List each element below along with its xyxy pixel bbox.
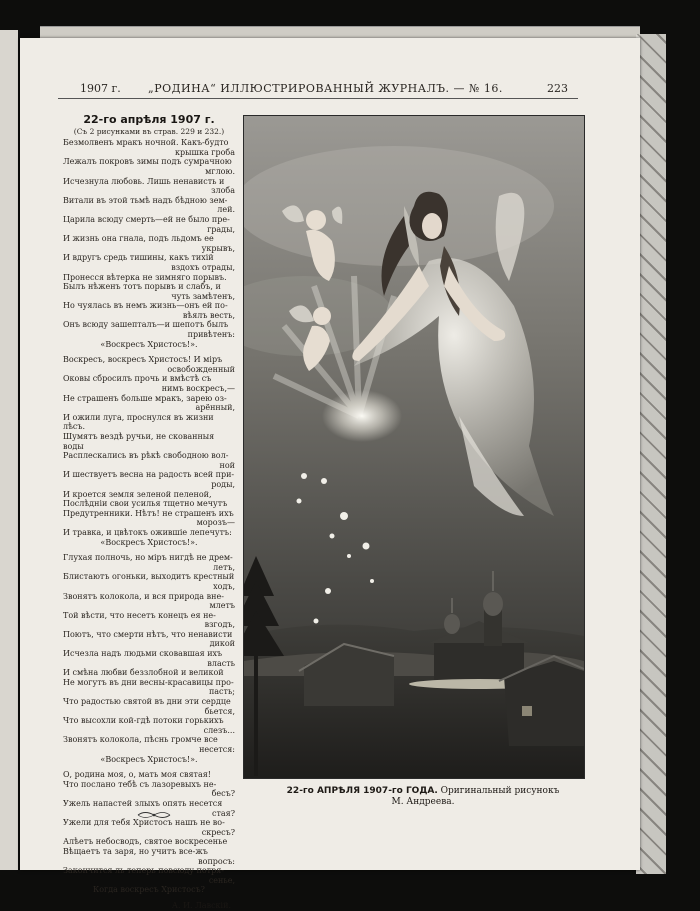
poem-line: Исчезнула любовь. Лишь ненависть и <box>63 176 225 186</box>
poem-line: вздохъ отрады, <box>171 262 235 272</box>
poem-line: Оковы сбросилъ прочь и вмѣстѣ съ <box>63 374 212 384</box>
poem-line: Глухая полночь, но міръ нигдѣ не дрем- <box>63 553 233 563</box>
poem-line: Воскресъ, воскресъ Христосъ! И міръ <box>63 355 223 365</box>
poem-line: привѣтенъ: <box>187 330 235 340</box>
poem-line: вопросъ: <box>198 856 235 866</box>
poem-line: И жизнь она гнала, подъ льдомъ ее <box>63 234 214 244</box>
poem-line: нимъ воскресъ,— <box>161 384 235 394</box>
header-title: „РОДИНА“ ИЛЛЮСТРИРОВАННЫЙ ЖУРНАЛЪ. — № 16. <box>148 82 503 95</box>
poem-line: ходъ, <box>213 581 235 591</box>
adjacent-page-edge <box>0 30 18 870</box>
poem-line: дикой <box>209 639 235 649</box>
poem-line: Пронесся вѣтерка не зимняго порывъ. <box>63 272 227 282</box>
poem-line: И травка, и цвѣтокъ ожившіе лепечутъ: <box>63 527 232 537</box>
caption-date: 22-го АПРѢЛЯ 1907-го ГОДА. <box>286 786 438 796</box>
poem-stanza <box>63 355 235 547</box>
poem-stanza <box>63 553 235 764</box>
poem-line: морозъ— <box>196 518 235 528</box>
poem-line: лей. <box>217 205 235 215</box>
poem-line: слезъ... <box>203 725 235 735</box>
poem-line: Что радостью святой въ дни эти сердце <box>63 697 231 707</box>
poem-line: Когда воскресъ Христосъ? <box>93 885 205 895</box>
binding-edge <box>636 34 666 874</box>
poem-line: Той вѣсти, что несетъ конецъ ея не- <box>63 610 216 620</box>
poem-line: пасть; <box>208 687 235 697</box>
poem-line: грады, <box>207 224 235 234</box>
caption-text: Оригинальный рисунокъ <box>437 786 560 796</box>
poem-line: Ужели для тебя Христосъ нашъ не во- <box>63 818 225 828</box>
poem-line: Закончится ль теперь повсюду потря- <box>63 866 224 876</box>
poem-line: Былъ нѣженъ тотъ порывъ и слабъ, и <box>63 282 221 292</box>
poem-subtitle: (Съ 2 рисунками въ страв. 229 и 232.) <box>73 126 225 136</box>
poem-line: И кроется земля зеленой пеленой, <box>63 489 212 499</box>
poem-line: млетъ <box>209 601 235 611</box>
poem-line: власть <box>207 658 235 668</box>
radiant-light <box>322 390 402 442</box>
poem-body <box>63 138 235 895</box>
caption-author: М. Андреева. <box>391 797 455 807</box>
poem-line: скресъ? <box>201 827 235 837</box>
ornament-icon <box>136 810 172 820</box>
poem-line: вѣялъ весть, <box>182 310 235 320</box>
poem-stanza <box>63 770 235 895</box>
poem-line: укрывъ, <box>201 243 235 253</box>
poem-line: Послѣдніи свои усилья тщетно мечутъ <box>63 499 228 509</box>
poem-line: Вѣщаетъ та заря, но учитъ все-жъ <box>63 846 208 856</box>
poem-line: И вдругъ средь тишины, какъ тихій <box>63 253 214 263</box>
poem-line: сенье, <box>208 875 235 885</box>
poem-line: Алѣетъ небосводъ, святое воскресенье <box>63 837 228 847</box>
poem-line: И шествуетъ весна на радость всей при- <box>63 470 235 480</box>
poem-line: Предутренники. Нѣтъ! не страшенъ ихъ <box>63 508 234 518</box>
poem-line: О, родина моя, о, мать моя святая! <box>63 770 211 780</box>
poem-line: Витали въ этой тьмѣ надъ бѣдною зем- <box>63 195 228 205</box>
running-header <box>58 82 578 99</box>
poem-line: Но чуялась въ немъ жизнь—онъ ей по- <box>63 301 228 311</box>
poem-line: «Воскресъ Христосъ!». <box>100 537 198 547</box>
poem-line: чуть замѣтенъ, <box>171 291 235 301</box>
poem-line: летъ, <box>213 562 235 572</box>
poem-line: «Воскресъ Христосъ!». <box>100 754 198 764</box>
poem-line: Онъ всюду зашепталъ—и шепотъ былъ <box>63 320 229 330</box>
poem-line: Поютъ, что смерти нѣтъ, что ненависти <box>63 629 233 639</box>
poem-line: мглою. <box>205 166 235 176</box>
easter-illustration <box>243 115 585 779</box>
poem-line: крышка гроба <box>175 147 235 157</box>
poem-line: роды, <box>211 479 235 489</box>
poem-line: Не могутъ въ дни весны-красавицы про- <box>63 677 234 687</box>
poem-line: арённый, <box>195 403 235 413</box>
poem-line: бесъ? <box>211 789 235 799</box>
page-number: 223 <box>547 82 568 95</box>
poem-line: несется: <box>199 745 235 754</box>
poem-line: Звонятъ колокола, пѣснь громче все <box>63 735 218 745</box>
poem-line: стая? <box>211 808 235 818</box>
poem-column <box>63 115 235 911</box>
poem-line: злоба <box>211 186 235 196</box>
poem-line: Исчезла надъ людьми сковавшая ихъ <box>63 649 223 659</box>
illustration-drawing <box>244 116 584 778</box>
poem-line: Безмолвенъ мракъ ночной. Какъ-будто <box>63 138 229 148</box>
poem-line: взгодъ, <box>204 620 235 630</box>
poem-line: бьется, <box>204 706 235 716</box>
poem-line: И смѣна любви беззлобной и великой <box>63 668 224 678</box>
poem-line: Царила всюду смерть—ей не было пре- <box>63 214 230 224</box>
poem-line: Что высохли кой-гдѣ потоки горькихъ <box>63 716 224 726</box>
poem-author: А. И. Лавскій. <box>171 900 231 910</box>
poem-line: Лежалъ покровъ зимы подъ сумрачною <box>63 157 232 167</box>
header-year: 1907 г. <box>80 82 121 95</box>
poem-line: Расплескались въ рѣкѣ свободною вол- <box>63 451 229 461</box>
poem-line: освобожденный <box>167 364 235 374</box>
poem-line: Звонятъ колокола, и вся природа вне- <box>63 591 224 601</box>
poem-title: 22-го апрѣля 1907 г. <box>83 113 215 126</box>
poem-line: ной <box>219 460 235 470</box>
poem-line: Что послано тебѣ съ лазоревыхъ не- <box>63 779 217 789</box>
poem-line: Ужель напастей злыхъ опять несется <box>63 798 223 808</box>
poem-line: «Воскресъ Христосъ!». <box>100 339 198 349</box>
poem-line: Блистаютъ огоньки, выходитъ крестный <box>63 572 235 582</box>
poem-stanza <box>63 138 235 349</box>
poem-line: Не страшенъ больше мракъ, зарею оз- <box>63 393 227 403</box>
illustration-caption <box>268 786 578 808</box>
poem-line: Шумятъ вездѣ ручьи, не скованныя воды <box>63 432 215 451</box>
poem-line: И ожили луга, проснулся въ жизни лѣсъ. <box>63 412 214 432</box>
